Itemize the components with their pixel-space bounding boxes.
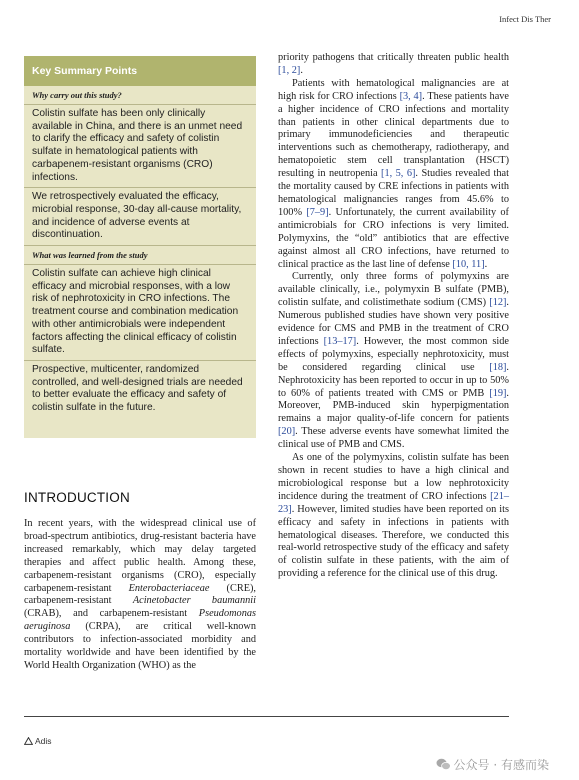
citation-link[interactable]: [19] [489,387,507,399]
section-heading-introduction: INTRODUCTION [24,490,130,505]
citation-link[interactable]: [1, 5, 6] [381,168,416,180]
publisher-logo [24,736,52,746]
citation-link[interactable]: [20] [278,426,296,438]
body-paragraph: In recent years, with the widespread clinical use of broad-spectrum antibiotics, drug-resistant bacteria have increased remarkably, which may delay targeted therapies and affect public health. Among these, carbapenem-resistant organisms (CRO), especially carbapenem-resistant Enterobacteriaceae (CRE), carbapenem-resistant Acinetobacter baumannii (CRAB), and carbapenem-resistant Pseudomonas aeruginosa (CRPA), are critical well-known contributors to infection-associated morbidity and mortality worldwide and have been identified by the World Health Organization (WHO) as the [24,518,256,671]
body-paragraph: priority pathogens that critically threaten public health [1, 2]. [278,52,509,76]
introduction-left-column [24,518,256,673]
citation-link[interactable]: [1, 2] [278,64,301,76]
citation-link[interactable]: [7–9] [306,206,329,218]
key-summary-point: Colistin sulfate can achieve high clinical efficacy and microbial responses, with a low risk of nephrotoxicity in CRO infections. The treatment course and combination medication with other antimicrobials were independent factors affecting the clinical efficacy of colistin sulfate. [24,265,256,361]
watermark [436,756,549,773]
watermark-text: 公众号 · 有感而染 [453,758,549,772]
running-head: Infect Dis Ther [499,14,551,24]
publisher-name: Adis [35,736,52,746]
citation-link[interactable]: [3, 4] [399,90,423,102]
key-summary-point: Colistin sulfate has been only clinically available in China, and there is an unmet need to clarify the efficacy and safety of colistin sulfate in hematological patients with carbapenem-resistant organisms (CRO) infections. [24,105,256,188]
citation-link[interactable]: [10, 11] [452,258,485,270]
key-summary-section-title-why: Why carry out this study? [24,86,256,105]
key-summary-title: Key Summary Points [24,56,256,86]
key-summary-section-title-learned: What was learned from the study [24,246,256,265]
citation-link[interactable]: [21–23] [278,490,509,515]
citation-link[interactable]: [12] [489,297,507,309]
key-summary-point: We retrospectively evaluated the efficacy, microbial response, 30-day all-cause mortality, and incidence of adverse events at discontinuation. [24,188,256,246]
body-paragraph: As one of the polymyxins, colistin sulfate has been shown in recent studies to have a high clinical and microbiological response but a low nephrotoxicity incidence during the treatment of CRO infections [21–23]. However, limited studies have been reported on its efficacy and safety in infections in patients with hematological diseases. Therefore, we conducted this real-world retrospective study of the efficacy and safety of colistin sulfate in these patients, with the aim of providing a reference for the clinical use of this drug. [278,452,509,580]
key-summary-box [24,56,256,438]
citation-link[interactable]: [13–17] [323,335,357,347]
body-paragraph: Currently, only three forms of polymyxins are available clinically, i.e., polymyxin B sulfate (PMB), colistin sulfate, and colistimethate sodium (CMS) [12]. Numerous published studies have shown very positive evidence for CMS and PMB in the treatment of CRO infections [13–17]. However, the most common side effects of polymyxins, especially nephrotoxicity, must be considered regarding clinical use [18]. Nephrotoxicity has been reported to occur in up to 50% to 60% of patients treated with CMS or PMB [19]. Moreover, PMB-induced skin hyperpigmentation remains a major quality-of-life concern for patients [20]. These adverse events have somewhat limited the clinical use of PMB and CMS. [278,271,509,451]
citation-link[interactable]: [18] [489,361,507,373]
right-column [278,52,509,581]
key-summary-point: Prospective, multicenter, randomized controlled, and well-designed trials are needed to better evaluate the efficacy and safety of colistin sulfate in the future. [32,363,243,414]
adis-triangle-icon [24,737,33,745]
body-paragraph: Patients with hematological malignancies are at high risk for CRO infections [3, 4]. These patients have a higher incidence of CRO infections and mortality than patients in other clinical departments due to primary immunodeficiencies and therapeutic interventions such as chemotherapy, radiotherapy, and hematopoietic stem cell transplantation (HSCT) resulting in neutropenia [1, 5, 6]. Studies revealed that the mortality caused by CRE infections in patients with hematological malignancies ranges from 45.6% to 100% [7–9]. Unfortunately, the current availability of antimicrobials for CRO infections is very limited. Polymyxins, the “old” antibiotics that are effective against almost all CRO infections, have returned to clinical practice as the last line of defense [10, 11]. [278,77,509,270]
footer-divider [24,716,509,717]
wechat-icon [436,758,451,771]
